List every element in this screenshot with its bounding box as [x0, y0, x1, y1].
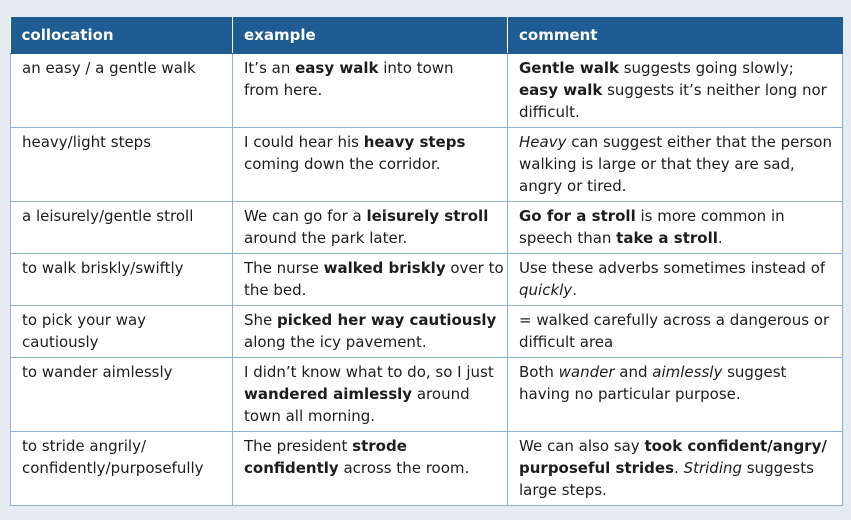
cell-line	[519, 361, 831, 383]
text-run: over to	[445, 259, 504, 277]
cell-comment	[508, 306, 843, 358]
cell-line	[244, 309, 496, 331]
table-body	[11, 54, 843, 506]
table-header-row	[11, 17, 843, 54]
cell-line	[244, 405, 496, 427]
cell-line	[22, 457, 221, 479]
text-run: Gentle walk	[519, 59, 619, 77]
text-run: Both	[519, 363, 559, 381]
cell-line	[244, 361, 496, 383]
cell-line	[22, 257, 221, 279]
text-run: speech than	[519, 229, 617, 247]
cell-line	[519, 279, 831, 301]
cell-example	[233, 358, 508, 432]
collocation-table	[10, 17, 843, 506]
cell-line	[519, 205, 831, 227]
cell-line	[244, 383, 496, 405]
cell-line	[244, 257, 504, 279]
cell-line	[22, 131, 221, 153]
text-run: a leisurely/gentle stroll	[22, 207, 194, 225]
cell-line	[519, 457, 831, 479]
text-run: coming down the corridor.	[244, 155, 441, 173]
text-run: confidently/purposefully	[22, 459, 204, 477]
text-run: strode	[352, 437, 407, 455]
text-run: from here.	[244, 81, 323, 99]
header-example: example	[233, 17, 508, 54]
text-run: the bed.	[244, 281, 307, 299]
text-run: picked her way cautiously	[277, 311, 497, 329]
text-run: We can also say	[519, 437, 645, 455]
text-run: Heavy	[519, 133, 567, 151]
cell-example	[233, 432, 508, 506]
cell-line	[519, 479, 831, 501]
text-run: having no particular purpose.	[519, 385, 741, 403]
cell-line	[519, 383, 831, 405]
cell-line	[22, 361, 221, 383]
text-run: wandered aimlessly	[244, 385, 413, 403]
text-run: heavy steps	[363, 133, 466, 151]
collocation-table-container	[10, 17, 842, 506]
table-row	[11, 54, 843, 128]
text-run: The president	[244, 437, 353, 455]
cell-line	[244, 79, 496, 101]
text-run: It’s an	[244, 59, 296, 77]
text-run: town all morning.	[244, 407, 376, 425]
cell-comment	[508, 54, 843, 128]
text-run: easy walk	[295, 59, 379, 77]
cell-line	[519, 79, 831, 101]
text-run: suggests	[742, 459, 814, 477]
text-run: Go for a stroll	[519, 207, 636, 225]
cell-line	[22, 331, 221, 353]
text-run: confidently	[244, 459, 339, 477]
text-run: to pick your way	[22, 311, 147, 329]
text-run: heavy/light steps	[22, 133, 152, 151]
cell-line	[244, 153, 496, 175]
cell-collocation	[11, 358, 233, 432]
text-run: is more common in	[635, 207, 785, 225]
text-run: suggest	[722, 363, 787, 381]
text-run: to wander aimlessly	[22, 363, 173, 381]
cell-line	[519, 257, 831, 279]
cell-comment	[508, 358, 843, 432]
cell-example	[233, 54, 508, 128]
cell-line	[519, 309, 831, 331]
cell-comment	[508, 202, 843, 254]
table-row	[11, 358, 843, 432]
text-run: purposeful strides	[519, 459, 675, 477]
text-run: difficult.	[519, 103, 580, 121]
text-run: leisurely stroll	[366, 207, 489, 225]
table-row	[11, 202, 843, 254]
text-run: large steps.	[519, 481, 607, 499]
header-comment: comment	[508, 17, 843, 54]
table-row	[11, 254, 843, 306]
cell-line	[519, 57, 831, 79]
text-run: easy walk	[519, 81, 603, 99]
text-run: walked briskly	[323, 259, 446, 277]
cell-collocation	[11, 54, 233, 128]
table-row	[11, 128, 843, 202]
text-run: aimlessly	[652, 363, 723, 381]
cell-collocation	[11, 202, 233, 254]
cell-collocation	[11, 306, 233, 358]
text-run: suggests it’s neither long nor	[602, 81, 827, 99]
text-run: difficult area	[519, 333, 614, 351]
text-run: to stride angrily/	[22, 437, 147, 455]
cell-line	[519, 227, 831, 249]
text-run: take a stroll	[616, 229, 718, 247]
cell-comment	[508, 128, 843, 202]
text-run: She	[244, 311, 278, 329]
text-run: angry or tired.	[519, 177, 627, 195]
cell-line	[244, 131, 496, 153]
text-run: .	[572, 281, 577, 299]
header-collocation: collocation	[11, 17, 233, 54]
cell-line	[244, 227, 496, 249]
cell-line	[519, 153, 831, 175]
text-run: across the room.	[338, 459, 470, 477]
cell-line	[22, 309, 221, 331]
cell-collocation	[11, 254, 233, 306]
cell-line	[22, 435, 221, 457]
cell-example	[233, 202, 508, 254]
text-run: suggests going slowly;	[618, 59, 794, 77]
cell-example	[233, 254, 508, 306]
text-run: = walked carefully across a dangerous or	[519, 311, 830, 329]
cell-comment	[508, 254, 843, 306]
cell-comment	[508, 432, 843, 506]
text-run: can suggest either that the person	[566, 133, 832, 151]
text-run: wander	[558, 363, 615, 381]
cell-line	[519, 331, 831, 353]
text-run: to walk briskly/swiftly	[22, 259, 184, 277]
text-run: I could hear his	[244, 133, 364, 151]
cell-example	[233, 306, 508, 358]
text-run: along the icy pavement.	[244, 333, 427, 351]
cell-line	[22, 57, 221, 79]
text-run: around	[412, 385, 470, 403]
text-run: .	[674, 459, 684, 477]
cell-line	[244, 279, 496, 301]
cell-line	[519, 175, 831, 197]
text-run: .	[717, 229, 723, 247]
text-run: around the park later.	[244, 229, 408, 247]
cell-collocation	[11, 128, 233, 202]
cell-line	[519, 101, 831, 123]
text-run: Striding	[683, 459, 743, 477]
text-run: and	[614, 363, 653, 381]
text-run: took confident/angry/	[644, 437, 827, 455]
table-row	[11, 306, 843, 358]
text-run: The nurse	[244, 259, 324, 277]
cell-line	[244, 205, 496, 227]
text-run: into town	[378, 59, 454, 77]
cell-example	[233, 128, 508, 202]
text-run: We can go for a	[244, 207, 367, 225]
cell-line	[244, 457, 496, 479]
cell-line	[22, 205, 221, 227]
text-run: cautiously	[22, 333, 99, 351]
text-run: I didn’t know what to do, so I just	[244, 363, 494, 381]
cell-line	[519, 435, 831, 457]
table-row	[11, 432, 843, 506]
text-run: an easy / a gentle walk	[22, 59, 196, 77]
text-run: Use these adverbs sometimes instead of	[519, 259, 826, 277]
cell-collocation	[11, 432, 233, 506]
cell-line	[244, 435, 496, 457]
cell-line	[244, 57, 496, 79]
text-run: quickly	[519, 281, 573, 299]
text-run: walking is large or that they are sad,	[519, 155, 795, 173]
cell-line	[244, 331, 496, 353]
cell-line	[519, 131, 831, 153]
